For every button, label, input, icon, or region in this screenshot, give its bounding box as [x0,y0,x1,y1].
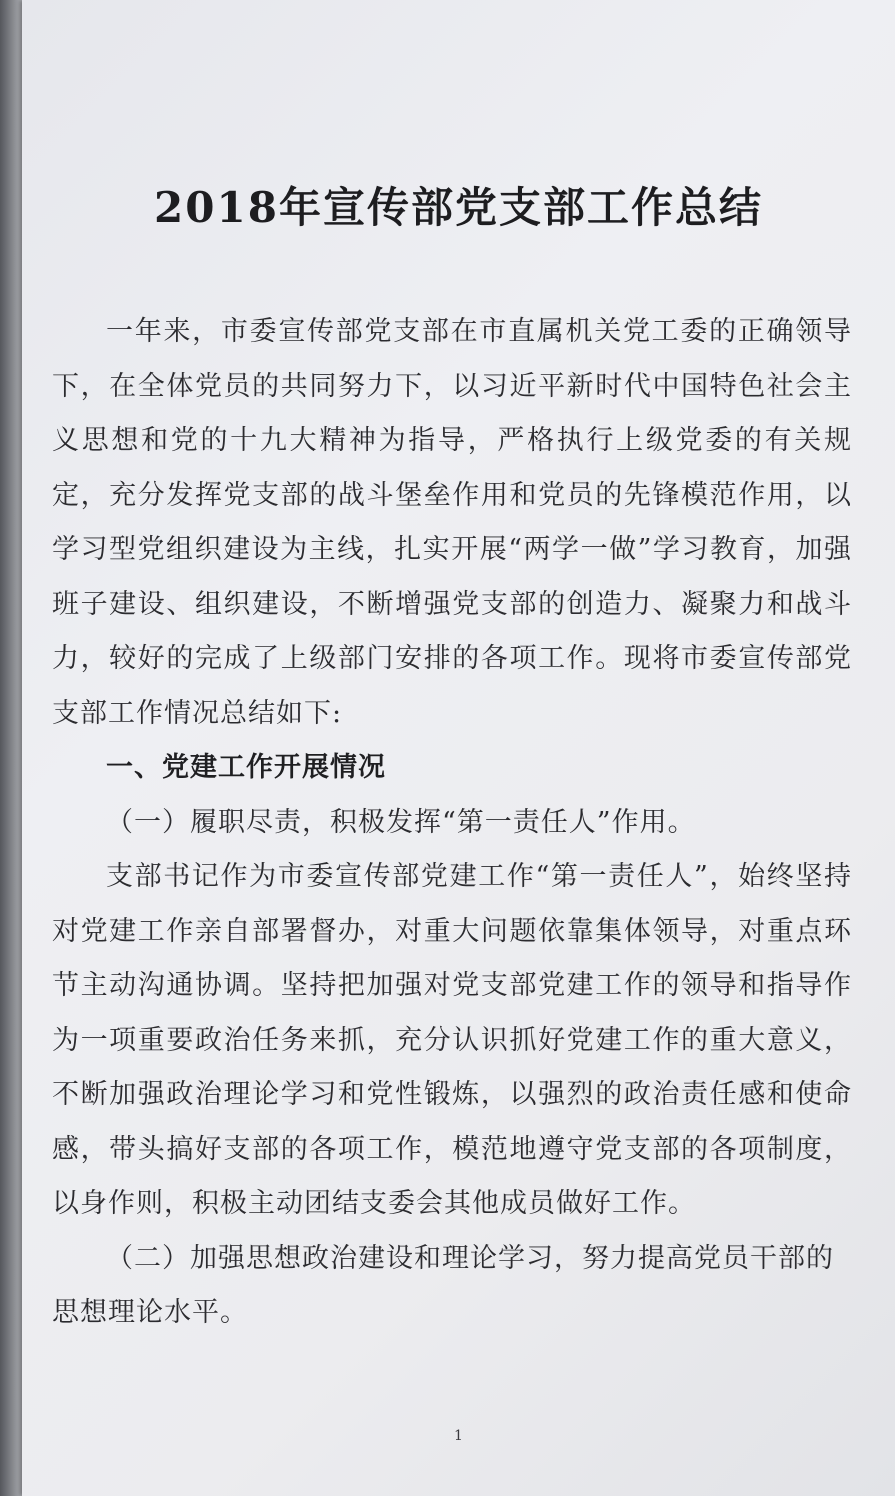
book-spine-shadow [0,0,24,1496]
intro-paragraph: 一年来，市委宣传部党支部在市直属机关党工委的正确领导下，在全体党员的共同努力下，以习近平新时代中国特色社会主义思想和党的十九大精神为指导，严格执行上级党委的有关规定，充分发挥党支部的战斗堡垒作用和党员的先锋模范作用，以学习型党组织建设为主线，扎实开展“两学一做”学习教育，加强班子建设、组织建设，不断增强党支部的创造力、凝聚力和战斗力，较好的完成了上级部门安排的各项工作。现将市委宣传部党支部工作情况总结如下: [52,316,852,729]
section-heading: 一、党建工作开展情况 [106,752,386,783]
document-body [52,305,852,1341]
document-title: 2018年宣传部党支部工作总结 [154,183,763,232]
subsection-heading: （二）加强思想政治建设和理论学习，努力提高党员干部的思想理论水平。 [52,1242,834,1328]
document-page [22,0,895,1496]
page-number: 1 [454,1428,463,1444]
subsection-paragraph: 支部书记作为市委宣传部党建工作“第一责任人”，始终坚持对党建工作亲自部署督办，对重大问题依靠集体领导，对重点环节主动沟通协调。坚持把加强对党支部党建工作的领导和指导作为一项重要政治任务来抓，充分认识抓好党建工作的重大意义，不断加强政治理论学习和党性锻炼，以强烈的政治责任感和使命感，带头搞好支部的各项工作，模范地遵守党支部的各项制度，以身作则，积极主动团结支委会其他成员做好工作。 [52,861,852,1219]
subsection-heading: （一）履职尽责，积极发挥“第一责任人”作用。 [106,806,696,838]
